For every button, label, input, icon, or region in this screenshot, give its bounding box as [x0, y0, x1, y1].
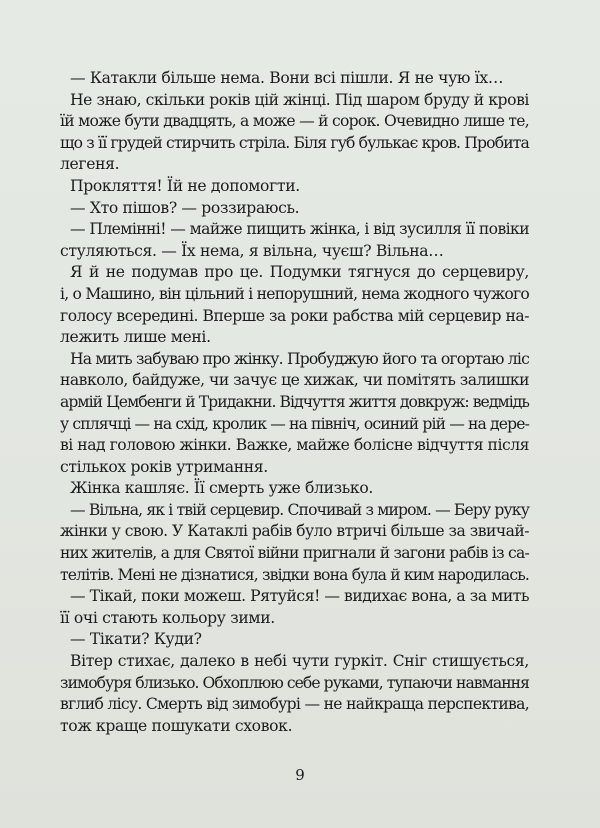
text-line: стількох років утримання. [60, 457, 268, 476]
text-line: зимобуря близько. Обхоплюю себе руками, тупаючи навмання [60, 673, 529, 692]
text-line: вглиб лісу. Смерть від зимобурі — не найкраща перспектива, [60, 695, 529, 714]
text-line: Прокляття! Їй не допомогти. [70, 176, 300, 195]
text-line: їй може бути двадцять, а може — й сорок. Очевидно лише те, [60, 112, 529, 131]
text-line: її очі стають кольору зими. [60, 608, 275, 627]
text-line: стуляються. — Їх нема, я вільна, чуєш? Вільна… [60, 241, 444, 260]
text-line: голосу всередині. Вперше за роки рабства мій серцевир на- [60, 306, 529, 325]
text-line: — Катакли більше нема. Вони всі пішли. Я не чую їх… [70, 69, 504, 87]
text-line: Не знаю, скільки років цій жінці. Під шаром бруду й крові [70, 90, 529, 109]
text-line: телітів. Мені не дізнатися, звідки вона була й ким народилась. [60, 565, 529, 584]
text-line: у сплячці — на схід, кролик — на північ, осиний рій — на дере- [60, 414, 529, 433]
text-line: і, о Машино, він цільний і непорушний, нема жодного чужого [60, 284, 529, 303]
text-line: що з її грудей стирчить стріла. Біля губ булькає кров. Пробита [60, 133, 529, 152]
text-line: армій Цембенги й Тридакни. Відчуття життя довкруж: ведмідь [60, 392, 529, 411]
text-line: Жінка кашляє. Її смерть уже близько. [70, 479, 373, 498]
text-line: — Племінні! — майже пищить жінка, і від зусилля її повіки [70, 220, 529, 239]
text-line: легеня. [60, 155, 120, 174]
text-line: — Тікай, поки можеш. Рятуйся! — видихає вона, а за мить [70, 587, 529, 606]
text-line: жінки у свою. У Катаклі рабів було втричі більше за звичай- [60, 522, 529, 541]
page-number: 9 [295, 766, 305, 784]
text-line: — Вільна, як і твій серцевир. Спочивай з миром. — Беру руку [70, 500, 529, 519]
text-line: — Тікати? Куди? [70, 630, 202, 649]
text-line: — Хто пішов? — роззираюсь. [70, 198, 300, 217]
text-line: Я й не подумав про це. Подумки тягнуся до серцевиру, [70, 263, 529, 282]
text-line: них жителів, а для Святої війни пригнали й загони рабів із са- [60, 544, 529, 563]
page-body-text [60, 68, 529, 737]
text-line: навколо, байдуже, чи зачує це хижак, чи помітять залишки [60, 371, 529, 390]
text-line: ві над головою жінки. Важке, майже болісне відчуття після [60, 436, 529, 455]
text-line: На мить забуваю про жінку. Пробуджую його та огортаю ліс [70, 349, 529, 368]
text-line: Вітер стихає, далеко в небі чути гуркіт. Сніг стишується, [70, 652, 529, 671]
text-line: тож краще пошукати сховок. [60, 716, 293, 735]
text-line: лежить лише мені. [60, 328, 211, 347]
